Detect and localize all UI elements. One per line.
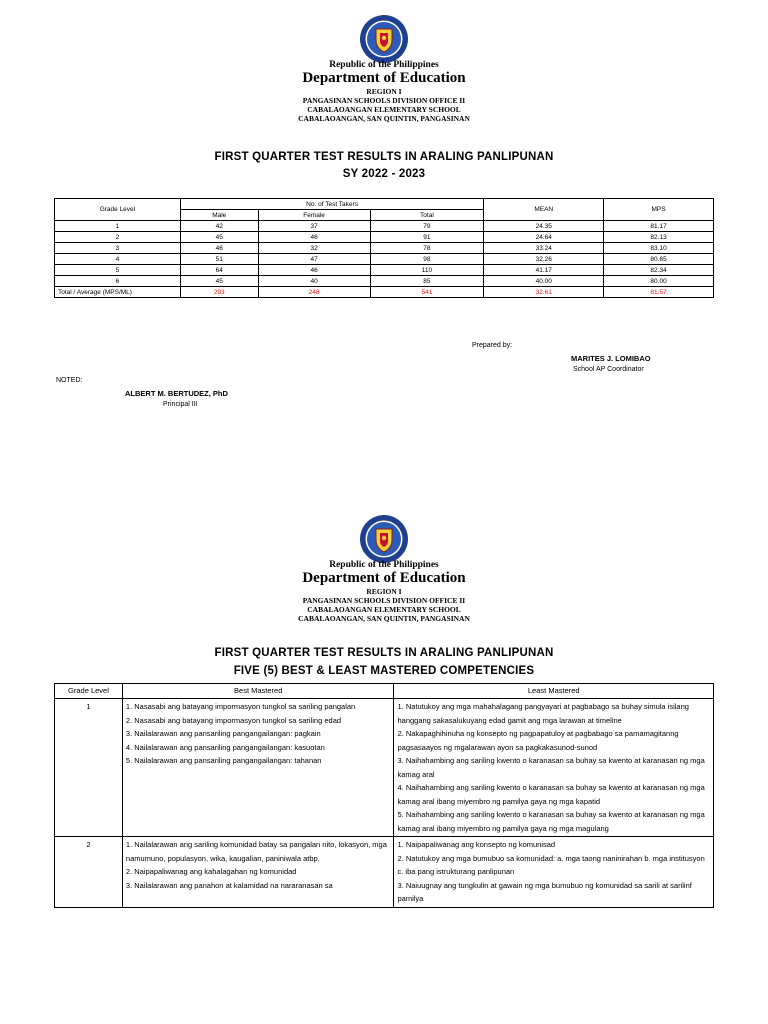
mean-cell: 32.26 <box>484 254 604 265</box>
division-line: PANGASINAN SCHOOLS DIVISION OFFICE II <box>302 596 466 605</box>
noter-name <box>125 389 228 398</box>
list-item: 3. Nailalarawan ang panahon at kalamidad na nararanasan sa <box>125 880 333 890</box>
total-female-cell: 248 <box>258 287 370 298</box>
table-row <box>55 265 714 276</box>
address-line: CABALAOANGAN, SAN QUINTIN, PANGASINAN <box>298 614 470 623</box>
col-total-header: Total <box>370 210 484 221</box>
total-cell: 79 <box>370 221 484 232</box>
list-item: 3. Nailalarawan ang pansariling pangangailangan: pagkain <box>125 729 321 738</box>
department-line: Department of Education <box>302 570 466 586</box>
col-mean-header: MEAN <box>484 199 604 221</box>
table-row <box>55 243 714 254</box>
page1-title: FIRST QUARTER TEST RESULTS IN ARALING PANLIPUNAN <box>214 151 554 163</box>
best-cell <box>122 837 394 908</box>
noted-label: NOTED: <box>56 377 83 384</box>
mps-cell: 81.17 <box>604 221 714 232</box>
grade-cell: 4 <box>55 254 181 265</box>
total-cell: 98 <box>370 254 484 265</box>
col-grade-header: Grade Level <box>55 684 123 699</box>
mps-cell: 82.34 <box>604 265 714 276</box>
noter-title: Principal III <box>163 401 198 408</box>
grade-cell: 1 <box>55 699 123 837</box>
test-results-table <box>54 198 714 298</box>
grade-cell: 5 <box>55 265 181 276</box>
male-cell: 51 <box>180 254 258 265</box>
list-item: 2. Natutukoy ang mga bumubuo sa komunidad: a. mga taong naninirahan b. mga institusyon c. iba pang istrukturang panlipunan <box>397 853 705 876</box>
page1-subtitle: SY 2022 - 2023 <box>342 168 426 180</box>
total-cell: 85 <box>370 276 484 287</box>
col-female-header: Female <box>258 210 370 221</box>
total-mps-cell: 81.57 <box>604 287 714 298</box>
list-item: 1. Natutukoy ang mga mahahalagang pangyayari at pagbabago sa buhay simula isilang hanggang sakasalukuyang edad gamit ang mga larawan at timeline <box>397 702 689 725</box>
deped-seal-icon <box>359 14 409 64</box>
col-least-header: Least Mastered <box>394 684 714 699</box>
mps-cell: 80.00 <box>604 276 714 287</box>
mps-cell: 83.10 <box>604 243 714 254</box>
female-cell: 40 <box>258 276 370 287</box>
table-row <box>55 837 714 908</box>
letterhead <box>0 560 768 623</box>
mean-cell: 40.00 <box>484 276 604 287</box>
female-cell: 47 <box>258 254 370 265</box>
female-cell: 32 <box>258 243 370 254</box>
col-grade-header: Grade Level <box>55 199 181 221</box>
mean-cell: 24.64 <box>484 232 604 243</box>
least-cell <box>394 837 714 908</box>
prepared-by-label: Prepared by: <box>472 342 513 349</box>
republic-line: Republic of the Philippines <box>329 560 439 570</box>
preparer-name-text: MARITES J. LOMIBAO <box>571 354 651 363</box>
total-cell: 78 <box>370 243 484 254</box>
male-cell: 45 <box>180 232 258 243</box>
male-cell: 42 <box>180 221 258 232</box>
competencies-table <box>54 683 714 908</box>
address-line: CABALAOANGAN, SAN QUINTIN, PANGASINAN <box>298 114 470 123</box>
list-item: 2. Nasasabi ang batayang impormasyon tungkol sa sariling edad <box>125 715 342 725</box>
male-cell: 45 <box>180 276 258 287</box>
female-cell: 37 <box>258 221 370 232</box>
list-item: 4. Nailalarawan ang pansariling pangangailangan: kasuotan <box>125 742 325 752</box>
total-row <box>55 287 714 298</box>
table-row <box>55 254 714 265</box>
school-line: CABALAOANGAN ELEMENTARY SCHOOL <box>307 105 461 114</box>
table-row <box>55 232 714 243</box>
total-mean-cell: 32.61 <box>484 287 604 298</box>
least-cell <box>394 699 714 837</box>
grade-cell: 6 <box>55 276 181 287</box>
total-male-cell: 293 <box>180 287 258 298</box>
mean-cell: 41.17 <box>484 265 604 276</box>
table-row <box>55 221 714 232</box>
grade-cell: 2 <box>55 837 123 908</box>
list-item: 2. Naipapaliwanag ang kahalagahan ng komunidad <box>125 867 297 876</box>
male-cell: 64 <box>180 265 258 276</box>
list-item: 5. Nailalarawan ang pansariling pangangailangan: tahanan <box>125 756 322 765</box>
grade-cell: 1 <box>55 221 181 232</box>
female-cell: 46 <box>258 232 370 243</box>
page2-title: FIRST QUARTER TEST RESULTS IN ARALING PANLIPUNAN <box>214 647 554 659</box>
mps-cell: 82.13 <box>604 232 714 243</box>
male-cell: 46 <box>180 243 258 254</box>
list-item: 1. Nasasabi ang batayang impormasyon tungkol sa sariling pangalan <box>125 702 356 711</box>
region-line: REGION I <box>366 87 402 96</box>
mean-cell: 24.35 <box>484 221 604 232</box>
total-label-cell: Total / Average (MPS/ML) <box>55 287 181 298</box>
noter-name-text: ALBERT M. BERTUDEZ, PhD <box>125 389 228 398</box>
region-line: REGION I <box>366 587 402 596</box>
best-cell <box>122 699 394 837</box>
division-line: PANGASINAN SCHOOLS DIVISION OFFICE II <box>302 96 466 105</box>
list-item: 1. Naipapaliwanag ang konsepto ng komunisad <box>397 840 556 849</box>
table-row <box>55 699 714 837</box>
preparer-name <box>571 354 651 363</box>
col-takers-header: No. of Test Takers <box>180 199 484 210</box>
preparer-title: School AP Coordinator <box>573 366 644 373</box>
department-line: Department of Education <box>302 70 466 86</box>
letterhead <box>0 60 768 123</box>
table-row <box>55 276 714 287</box>
col-best-header: Best Mastered <box>122 684 394 699</box>
col-male-header: Male <box>180 210 258 221</box>
grade-cell: 2 <box>55 232 181 243</box>
list-item: 3. Naihahambing ang sariling kwento o karanasan sa buhay sa kwento at karanasan ng mga kamag aral <box>397 756 705 779</box>
republic-line: Republic of the Philippines <box>329 60 439 70</box>
total-cell: 110 <box>370 265 484 276</box>
list-item: 1. Nailalarawan ang sariling komunidad batay sa pangalan nito, lokasyon, mga namumuno, populasyon, wika, kaugalian, paniniwala atbp. <box>125 840 387 863</box>
school-line: CABALAOANGAN ELEMENTARY SCHOOL <box>307 605 461 614</box>
mean-cell: 33.24 <box>484 243 604 254</box>
grade-cell: 3 <box>55 243 181 254</box>
mps-cell: 80.65 <box>604 254 714 265</box>
list-item: 2. Nakapaghihinuha ng konsepto ng pagpapatuloy at pagbabago sa pamamagitanng pagsasaayos ng mgalarawan ayon sa pagkakasunod-sunod <box>397 729 679 752</box>
page2-subtitle: FIVE (5) BEST & LEAST MASTERED COMPETENCIES <box>233 665 535 677</box>
list-item: 5. Naihahambing ang sariling kwento o karanasan sa buhay sa kwento at karanasan ng mga kamag aral ibang miyembro ng pamilya gaya ng mga magulang <box>397 810 705 833</box>
total-total-cell: 541 <box>370 287 484 298</box>
female-cell: 46 <box>258 265 370 276</box>
list-item: 4. Naihahambing ang sariling kwento o karanasan sa buhay sa kwento at karanasan ng mga kamag aral ibang miyembro ng pamilya gaya ng mga kapatid <box>397 783 705 806</box>
col-mps-header: MPS <box>604 199 714 221</box>
total-cell: 91 <box>370 232 484 243</box>
deped-seal-icon <box>359 514 409 564</box>
list-item: 3. Naiuugnay ang tungkulin at gawain ng mga bumubuo ng komunidad sa sarili at sarilinf pamilya <box>397 880 692 903</box>
